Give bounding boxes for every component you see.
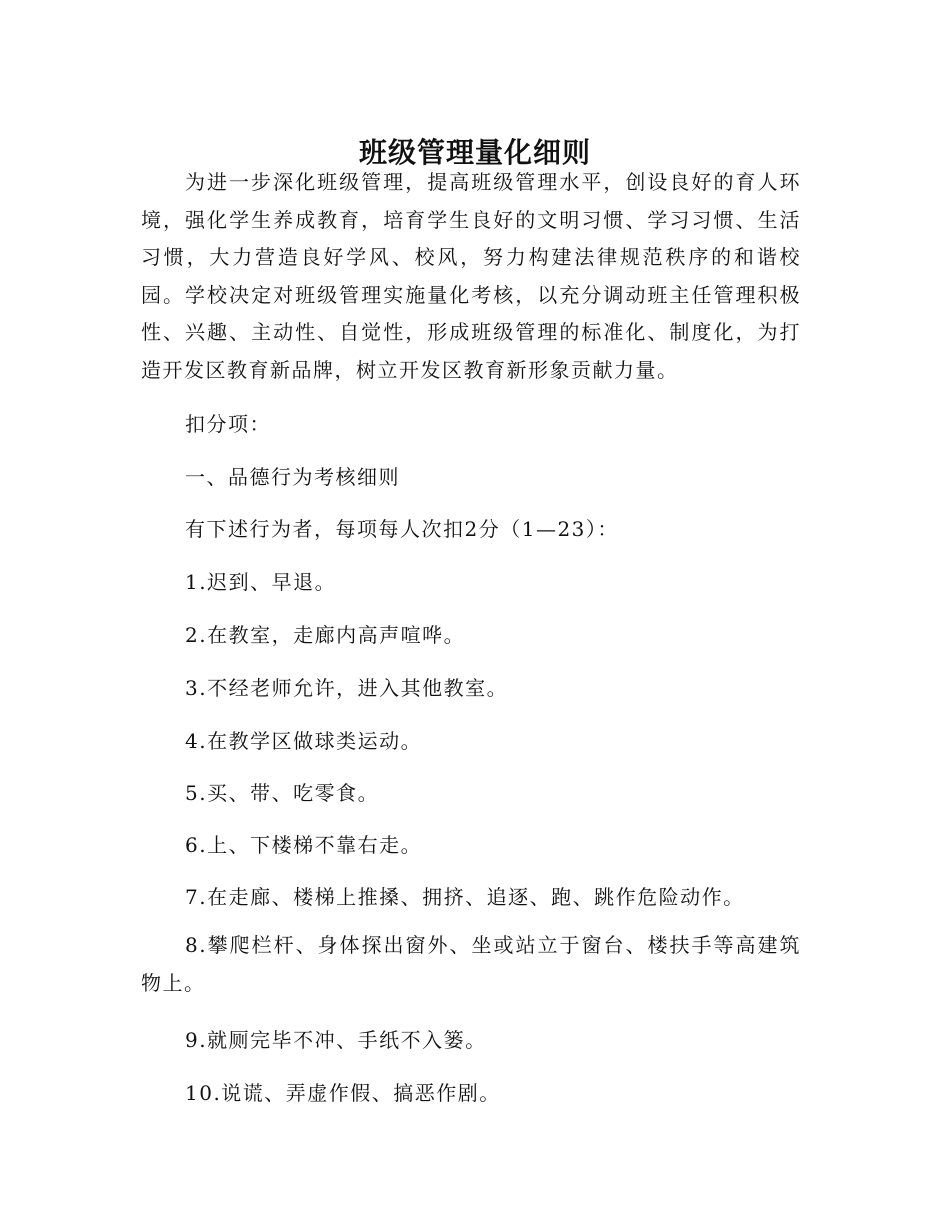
intro-paragraph: 为进一步深化班级管理，提高班级管理水平，创设良好的育人环境，强化学生养成教育，培育学生良好的文明习惯、学习习惯、生活习惯，大力营造良好学风、校风，努力构建法律规范秩序的和谐校园。学校决定对班级管理实施量化考核，以充分调动班主任管理积极性、兴趣、主动性、自觉性，形成班级管理的标准化、制度化，为打造开发区教育新品牌，树立开发区教育新形象贡献力量。 bbox=[141, 170, 801, 382]
list-item: 1.迟到、早退。 bbox=[185, 570, 337, 594]
list-item: 6.上、下楼梯不靠右走。 bbox=[185, 833, 423, 857]
list-item: 8.攀爬栏杆、身体探出窗外、坐或站立于窗台、楼扶手等高建筑物上。 bbox=[141, 933, 801, 995]
list-item: 9.就厕完毕不冲、手纸不入篓。 bbox=[185, 1028, 487, 1052]
list-item: 5.买、带、吃零食。 bbox=[185, 781, 380, 805]
deduction-heading: 扣分项： bbox=[185, 412, 271, 436]
list-item: 10.说谎、弄虚作假、搞恶作剧。 bbox=[185, 1081, 501, 1105]
section-heading: 一、品德行为考核细则 bbox=[185, 465, 400, 489]
document-title: 班级管理量化细则 bbox=[358, 135, 591, 169]
list-item: 2.在教室，走廊内高声喧哗。 bbox=[185, 623, 466, 647]
rule-note: 有下述行为者，每项每人次扣2分（1—23）： bbox=[185, 517, 619, 541]
list-item: 4.在教学区做球类运动。 bbox=[185, 729, 423, 753]
list-item: 3.不经老师允许，进入其他教室。 bbox=[185, 676, 509, 700]
list-item: 7.在走廊、楼梯上推搡、拥挤、追逐、跑、跳作危险动作。 bbox=[185, 885, 745, 909]
